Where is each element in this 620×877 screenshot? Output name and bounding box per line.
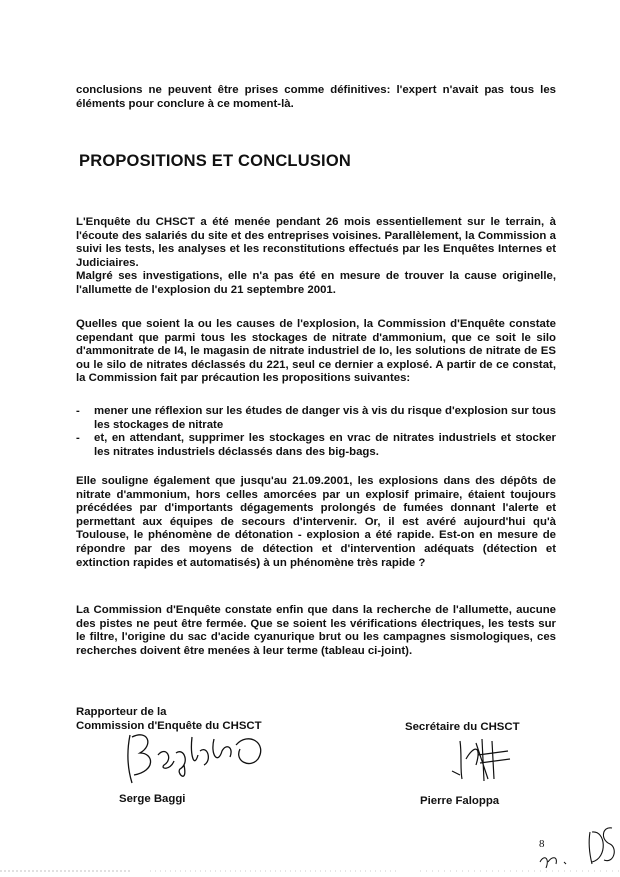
rapporteur-role-line2: Commission d'Enquête du CHSCT bbox=[76, 719, 262, 732]
paragraph-investigations: Malgré ses investigations, elle n'a pas été en mesure de trouver la cause originelle, l'allumette de l'explosion du 21 septembre 2001. bbox=[76, 270, 556, 296]
proposal-item: - mener une réflexion sur les études de danger vis à vis du risque d'explosion sur tous les stockages de nitrate bbox=[76, 405, 556, 431]
paragraph-enquete: L'Enquête du CHSCT a été menée pendant 26 mois essentiellement sur le terrain, à l'écoute des salariés du site et des entreprises voisines. Parallèlement, la Commission a suivi les tests, les analyses et les reconstitutions effectués par les Enquêtes Internes et Judiciaires. bbox=[76, 216, 556, 269]
proposals-list bbox=[76, 405, 556, 459]
secretaire-name: Pierre Faloppa bbox=[420, 795, 500, 807]
baggi-signature bbox=[118, 725, 278, 791]
section-heading: PROPOSITIONS ET CONCLUSION bbox=[79, 152, 351, 170]
intro-paragraph: conclusions ne peuvent être prises comme définitives: l'expert n'avait pas tous les éléments pour conclure à ce moment-là. bbox=[76, 84, 556, 110]
page-number: 8 bbox=[539, 838, 545, 850]
proposal-text: mener une réflexion sur les études de danger vis à vis du risque d'explosion sur tous les stockages de nitrate bbox=[94, 405, 556, 431]
paragraph-allumette: La Commission d'Enquête constate enfin que dans la recherche de l'allumette, aucune des pistes ne peut être fermée. Que se soient les vérifications électriques, les tests sur le filtre, l'origine du sac d'acide cyanurique brut ou les campagnes sismologiques, ces recherches doivent être menées à leur terme (tableau ci-joint). bbox=[76, 604, 556, 657]
paragraph-causes: Quelles que soient la ou les causes de l'explosion, la Commission d'Enquête constate cependant que parmi tous les stockages de nitrate d'ammonium, que ce soit le silo d'ammonitrate de I4, le magasin de nitrate industriel de Io, les solutions de nitrate de ES ou le silo de nitrates déclassés du 221, seul ce dernier a explosé. A partir de ce constat, la Commission fait par précaution les propositions suivantes: bbox=[76, 318, 556, 385]
secretaire-role: Secrétaire du CHSCT bbox=[405, 721, 520, 733]
faloppa-signature bbox=[448, 735, 518, 785]
scan-edge-line bbox=[0, 868, 620, 874]
rapporteur-name: Serge Baggi bbox=[119, 793, 186, 805]
rapporteur-role-line1: Rapporteur de la bbox=[76, 706, 167, 718]
proposal-text: et, en attendant, supprimer les stockages en vrac de nitrates industriels et stocker les nitrates industriels déclassés dans des big-bags. bbox=[94, 432, 556, 458]
proposal-item: - et, en attendant, supprimer les stockages en vrac de nitrates industriels et stocker les nitrates industriels déclassés dans des big-bags. bbox=[76, 432, 556, 458]
paragraph-explosions: Elle souligne également que jusqu'au 21.09.2001, les explosions dans des dépôts de nitrate d'ammonium, hors celles amorcées par un explosif primaire, étaient toujours précédées par d'importants dégagements prolongés de fumées donnant l'alerte et permettant aux équipes de secours d'intervenir. Or, il est avéré aujourd'hui qu'à Toulouse, le phénomène de détonation - explosion a été rapide. Est-on en mesure de répondre par des moyens de détection et d'intervention adéquats (détection et extinction rapides et automatisés) à un phénomène très rapide ? bbox=[76, 475, 556, 569]
